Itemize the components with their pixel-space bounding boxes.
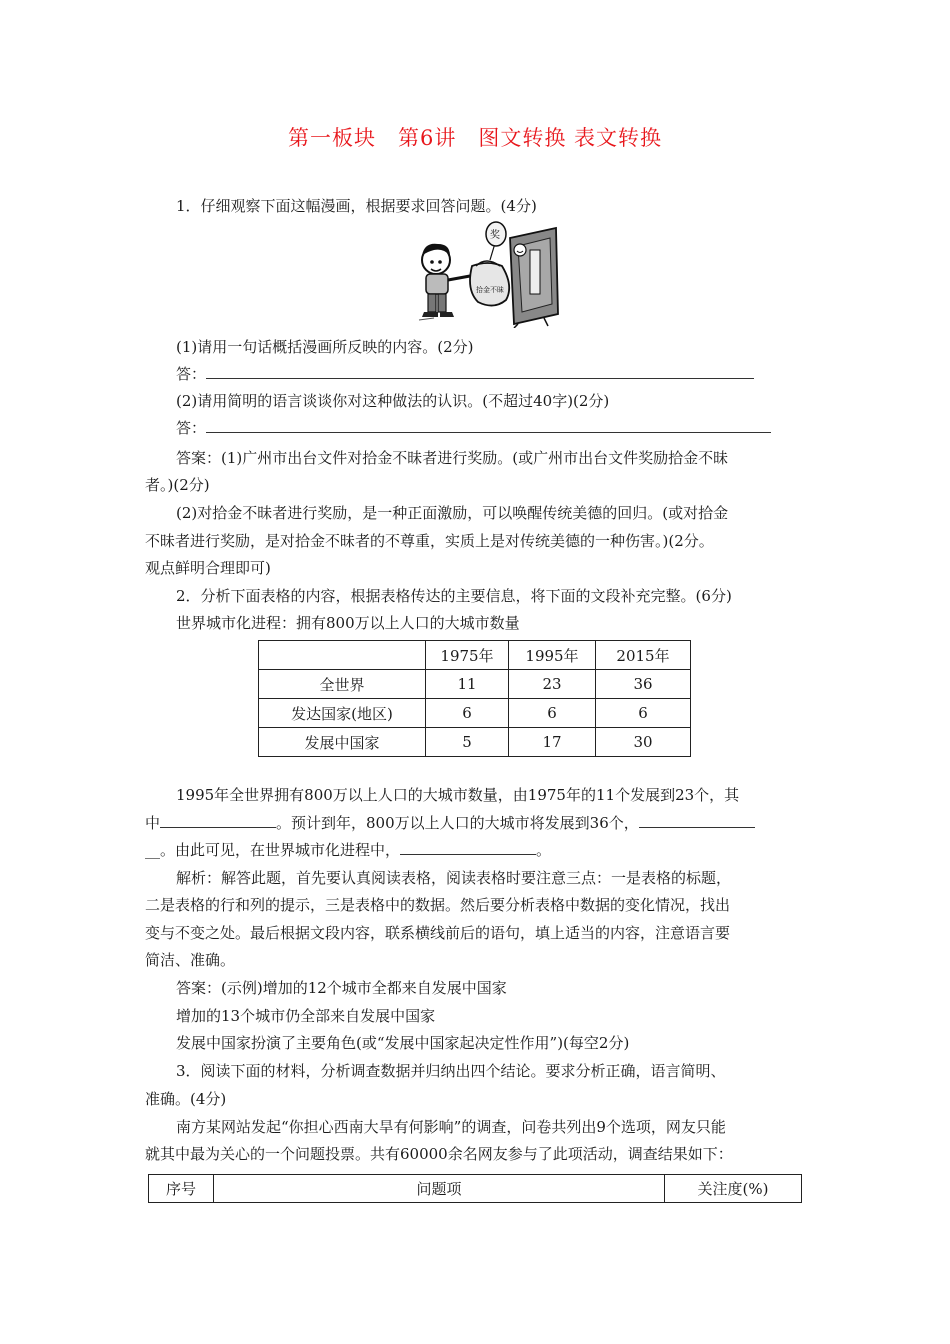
q1-answer-2-line-3: 观点鲜明合理即可) bbox=[145, 559, 271, 577]
q1-prompt: 1．仔细观察下面这幅漫画，根据要求回答问题。(4分) bbox=[176, 197, 537, 215]
table-row bbox=[259, 699, 691, 728]
table-header-cell: 关注度(%) bbox=[665, 1175, 802, 1203]
table-cell: 17 bbox=[509, 728, 596, 757]
city-table bbox=[258, 640, 691, 757]
table-header-cell: 2015年 bbox=[596, 641, 691, 670]
q1-answer-line-1 bbox=[176, 364, 754, 384]
answer-label: 答： bbox=[176, 419, 207, 437]
table-header-cell: 序号 bbox=[149, 1175, 214, 1203]
q2-passage-line-1: 1995年全世界拥有800万以上人口的大城市数量，由1975年的11个发展到23个，其 bbox=[176, 786, 740, 804]
survey-table bbox=[148, 1174, 802, 1203]
table-row bbox=[259, 670, 691, 699]
table-header-cell bbox=[259, 641, 426, 670]
q1-answer-2-line-1: (2)对拾金不昧者进行奖励，是一种正面激励，可以唤醒传统美德的回归。(或对拾金 bbox=[176, 504, 729, 522]
page-title: 第一板块 第6讲 图文转换 表文转换 bbox=[287, 126, 663, 150]
passage-text: 中 bbox=[145, 814, 161, 832]
q1-sub1: (1)请用一句话概括漫画所反映的内容。(2分) bbox=[176, 338, 474, 356]
table-cell: 发展中国家 bbox=[259, 728, 426, 757]
q3-material-line-2: 就其中最为关心的一个问题投票。共有60000余名网友参与了此项活动，调查结果如下： bbox=[145, 1145, 733, 1163]
q1-answer-1-line-2: 者。)(2分) bbox=[145, 476, 210, 494]
table-cell: 发达国家(地区) bbox=[259, 699, 426, 728]
q2-analysis-line-1: 解析：解答此题，首先要认真阅读表格，阅读表格时要注意三点：一是表格的标题， bbox=[176, 869, 732, 887]
q2-passage-line-3 bbox=[145, 840, 551, 860]
answer-blank-1[interactable] bbox=[206, 364, 754, 379]
table-caption: 世界城市化进程：拥有800万以上人口的大城市数量 bbox=[176, 614, 520, 632]
q1-answer-1-line-1: 答案：(1)广州市出台文件对拾金不昧者进行奖励。(或广州市出台文件奖励拾金不昧 bbox=[176, 449, 729, 467]
q3-prompt-line-2: 准确。(4分) bbox=[145, 1090, 227, 1108]
q3-material-line-1: 南方某网站发起“你担心西南大旱有何影响”的调查，问卷共列出9个选项，网友只能 bbox=[176, 1118, 726, 1136]
bag-tag: 奖 bbox=[490, 230, 500, 241]
bag-label: 拾金不昧 bbox=[476, 287, 504, 294]
table-header-row bbox=[259, 641, 691, 670]
table-cell: 6 bbox=[509, 699, 596, 728]
q2-answer-line-3: 发展中国家扮演了主要角色(或“发展中国家起决定性作用”)(每空2分) bbox=[176, 1034, 630, 1052]
q2-analysis-line-4: 简洁、准确。 bbox=[145, 951, 236, 969]
fill-blank-1[interactable] bbox=[160, 813, 276, 828]
table-header-cell: 1995年 bbox=[509, 641, 596, 670]
passage-text: __。由此可见，在世界城市化进程中， bbox=[145, 841, 401, 859]
table-header-cell: 问题项 bbox=[214, 1175, 665, 1203]
table-cell: 6 bbox=[596, 699, 691, 728]
q3-prompt-line-1: 3．阅读下面的材料，分析调查数据并归纳出四个结论。要求分析正确，语言简明、 bbox=[176, 1062, 726, 1080]
q2-passage-line-2 bbox=[145, 813, 755, 833]
table-cell: 5 bbox=[426, 728, 509, 757]
q2-answer-line-2: 增加的13个城市仍全部来自发展中国家 bbox=[176, 1007, 436, 1025]
table-cell: 全世界 bbox=[259, 670, 426, 699]
q2-answer-line-1: 答案：(示例)增加的12个城市全都来自发展中国家 bbox=[176, 979, 507, 997]
fill-blank-2[interactable] bbox=[639, 813, 755, 828]
answer-blank-2[interactable] bbox=[206, 418, 771, 433]
table-cell: 23 bbox=[509, 670, 596, 699]
q2-analysis-line-3: 变与不变之处。最后根据文段内容，联系横线前后的语句，填上适当的内容，注意语言要 bbox=[145, 924, 731, 942]
q1-answer-line-2 bbox=[176, 418, 771, 438]
table-cell: 30 bbox=[596, 728, 691, 757]
passage-text: 。 bbox=[536, 841, 552, 859]
q2-analysis-line-2: 二是表格的行和列的提示，三是表格中的数据。然后要分析表格中数据的变化情况，找出 bbox=[145, 896, 731, 914]
table-cell: 36 bbox=[596, 670, 691, 699]
q2-prompt: 2．分析下面表格的内容，根据表格传达的主要信息，将下面的文段补充完整。(6分) bbox=[176, 587, 732, 605]
fill-blank-3[interactable] bbox=[400, 840, 536, 855]
q1-answer-2-line-2: 不昧者进行奖励，是对拾金不昧者的不尊重，实质上是对传统美德的一种伤害。)(2分。 bbox=[145, 532, 714, 550]
table-cell: 11 bbox=[426, 670, 509, 699]
q1-sub2: (2)请用简明的语言谈谈你对这种做法的认识。(不超过40字)(2分) bbox=[176, 392, 610, 410]
table-header-cell: 1975年 bbox=[426, 641, 509, 670]
table-header-row bbox=[149, 1175, 802, 1203]
passage-text: 。预计到年，800万以上人口的大城市将发展到36个， bbox=[276, 814, 639, 832]
table-cell: 6 bbox=[426, 699, 509, 728]
cartoon-illustration bbox=[414, 220, 564, 328]
table-row bbox=[259, 728, 691, 757]
answer-label: 答： bbox=[176, 365, 207, 383]
